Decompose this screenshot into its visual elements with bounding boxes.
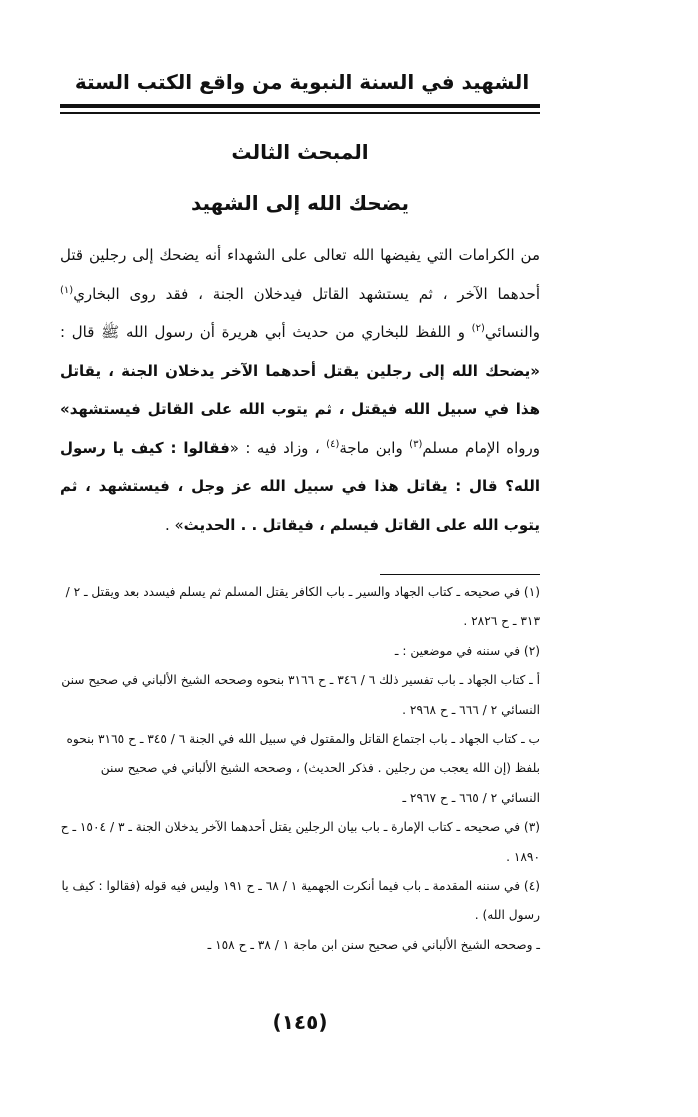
header-rule-thick [60,104,540,108]
footnote-ref: (٢) [471,323,485,334]
footnote: أ ـ كتاب الجهاد ـ باب تفسير ذلك ٦ / ٣٤٦ ـ ح ٣١٦٦ بنحوه وصححه الشيخ الألباني في صحيح سنن النسائي ٢ / ٦٦٦ ـ ح ٢٩٦٨ . [61,673,540,717]
running-header: الشهيد في السنة النبوية من واقع الكتب الستة [74,70,530,94]
footnotes [60,578,540,960]
body-text-run: و اللفظ للبخاري من حديث أبي هريرة أن رسول الله ﷺ قال : [60,323,472,341]
body-text-run: ورواه الإمام مسلم [422,438,540,457]
footnote-separator [380,574,540,575]
footnote: (١) في صحيحه ـ كتاب الجهاد والسير ـ باب الكافر يقتل المسلم ثم يسلم فيسدد بعد ويقتل ـ ٢ / ٣١٣ ـ ح ٢٨٢٦ . [65,585,540,629]
footnote: (٤) في سننه المقدمة ـ باب فيما أنكرت الجهمية ١ / ٦٨ ـ ح ١٩١ وليس فيه قوله (فقالوا : كيف يا رسول الله) . [61,879,540,923]
footnote: ـ وصححه الشيخ الألباني في صحيح سنن ابن ماجة ١ / ٣٨ ـ ح ١٥٨ ـ [207,937,540,952]
footnote: (٢) في سننه في موضعين : ـ [394,643,540,658]
page-number: (١٤٥) [272,1010,328,1034]
footnote-ref: (٣) [409,438,423,450]
footnote: ب ـ كتاب الجهاد ـ باب اجتماع القاتل والمقتول في سبيل الله في الجنة ٦ / ٣٤٥ ـ ح ٣١٦٥ بنحوه بلفظ (إن الله يعجب من رجلين . فذكر الحديث) ، وصححه الشيخ الألباني في صحيح سنن النسائي ٢ / ٦٦٥ ـ ح ٢٩٦٧ ـ [66,732,540,805]
body-text-run: والنسائي [484,323,540,341]
body-text-run: » . [164,515,184,534]
footnote-ref: (١) [60,284,74,296]
section-subtitle: يضحك الله إلى الشهيد [190,191,410,215]
footnote: (٣) في صحيحه ـ كتاب الإمارة ـ باب بيان الرجلين يقتل أحدهما الآخر يدخلان الجنة ـ ٣ / ١٥٠٤ ـ ح ١٨٩٠ . [60,820,540,864]
body-text-run: وابن ماجة [339,438,410,457]
section-title: المبحث الثالث [231,140,369,164]
body-text-run: ، وزاد فيه : « [229,438,327,457]
header-rule-thin [60,112,540,114]
footnote-ref: (٤) [326,438,340,450]
hadith-quote: «يضحك الله إلى رجلين يقتل أحدهما الآخر يدخلان الجنة ، يقاتل هذا في سبيل الله فيقتل ، ثم يتوب الله على القاتل فيستشهد» [60,361,540,418]
body-text-run: من الكرامات التي يفيضها الله تعالى على الشهداء أنه يضحك إلى رجلين قتل أحدهما الآخر ، ثم يستشهد القاتل فيدخلان الجنة ، فقد روى البخاري [60,246,540,303]
body-paragraph [60,236,540,544]
hadith-addition: فقالوا : كيف يا رسول الله؟ قال : يقاتل هذا في سبيل الله عز وجل ، فيستشهد ، ثم يتوب الله على القاتل فيسلم ، فيقاتل . . الحديث [60,438,540,534]
